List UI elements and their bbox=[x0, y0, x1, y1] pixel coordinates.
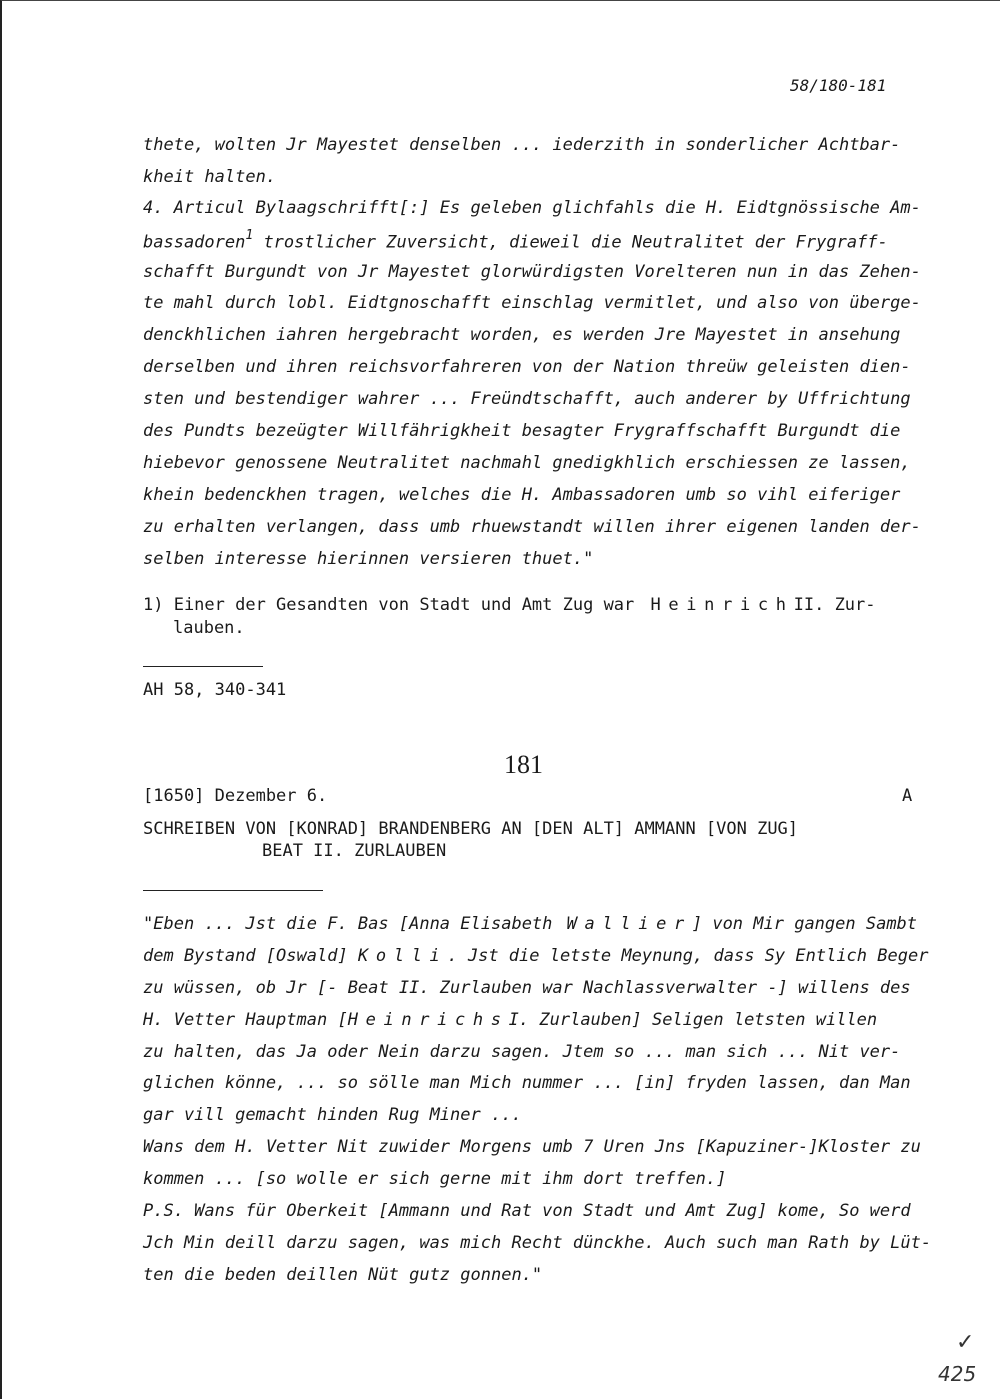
body-line: kheit halten. bbox=[143, 167, 277, 187]
body-line: denckhlichen iahren hergebracht worden, es werden Jre Mayestet in ansehung bbox=[143, 325, 901, 345]
footnote-name: Heinrich bbox=[650, 595, 794, 615]
body-line: hiebevor genossene Neutralitet nachmahl gnedigkhlich erschiessen ze lassen, bbox=[143, 453, 911, 473]
body-line: selben interesse hierinnen versieren thuet." bbox=[143, 549, 594, 569]
body-line: glichen könne, ... so sölle man Mich nummer ... [in] fryden lassen, dan Man bbox=[143, 1073, 911, 1093]
body-line: 4. Articul Bylaagschrifft[:] Es geleben glichfahls die H. Eidtgnössische Am- bbox=[143, 198, 921, 218]
body-line: sten und bestendiger wahrer ... Freündtschafft, auch anderer by Uffrichtung bbox=[143, 389, 911, 409]
body-line: zu wüssen, ob Jr [- Beat II. Zurlauben war Nachlassverwalter -] willens des bbox=[143, 978, 911, 998]
document-title: BEAT II. ZURLAUBEN bbox=[262, 841, 447, 861]
spaced-name: Heinrichs bbox=[347, 1010, 509, 1030]
body-text: I. Zurlauben] Seligen letsten willen bbox=[508, 1010, 878, 1030]
body-text: H. Vetter Hauptman [ bbox=[143, 1010, 348, 1030]
spaced-name: Kolli bbox=[357, 946, 448, 966]
document-marker: A bbox=[902, 786, 913, 806]
body-line: derselben und ihren reichsvorfahreren von der Nation threüw geleisten dien- bbox=[143, 357, 911, 377]
body-line: thete, wolten Jr Mayestet denselben ... iederzith in sonderlicher Achtbar- bbox=[143, 135, 901, 155]
folio-number: 425 bbox=[938, 1362, 977, 1386]
body-text: "Eben ... Jst die F. Bas [Anna Elisabeth bbox=[143, 914, 553, 934]
footnote-line: lauben. bbox=[173, 618, 245, 638]
body-line: gar vill gemacht hinden Rug Miner ... bbox=[143, 1105, 522, 1125]
body-text: dem Bystand [Oswald] bbox=[143, 946, 348, 966]
footnote-mark: 1 bbox=[245, 228, 254, 243]
body-line bbox=[143, 946, 928, 966]
body-line: te mahl durch lobl. Eidtgnoschafft einschlag vermitlet, und also von überge- bbox=[143, 293, 921, 313]
spaced-name: Wallier bbox=[566, 914, 692, 934]
footnote-text: 1) Einer der Gesandten von Stadt und Amt Zug war bbox=[143, 595, 635, 615]
body-text: trostlicher Zuversicht, dieweil die Neutralitet der Frygraff- bbox=[263, 232, 888, 253]
body-line: khein bedenckhen tragen, welches die H. Ambassadoren umb so vihl eiferiger bbox=[143, 485, 901, 505]
document-number: 181 bbox=[504, 750, 543, 779]
document-date: [1650] Dezember 6. bbox=[143, 786, 328, 806]
body-word: bassadoren bbox=[143, 232, 246, 253]
body-text: ] von Mir gangen Sambt bbox=[691, 914, 918, 934]
page-reference: 58/180-181 bbox=[790, 76, 887, 95]
body-line: ten die beden deillen Nüt gutz gonnen." bbox=[143, 1265, 543, 1285]
checkmark-icon: ✓ bbox=[956, 1330, 975, 1355]
body-line bbox=[143, 914, 917, 934]
body-line: des Pundts bezeügter Willfährigkheit besagter Frygraffschafft Burgundt die bbox=[143, 421, 901, 441]
body-text: . Jst die letste Meynung, dass Sy Entlich Beger bbox=[447, 946, 929, 966]
body-line: P.S. Wans für Oberkeit [Ammann und Rat von Stadt und Amt Zug] kome, So werd bbox=[143, 1201, 911, 1221]
body-line: zu erhalten verlangen, dass umb rhuewstandt willen ihrer eigenen landen der- bbox=[143, 517, 921, 537]
body-line: schafft Burgundt von Jr Mayestet glorwürdigsten Vorelteren nun in das Zehen- bbox=[143, 262, 921, 282]
body-line: kommen ... [so wolle er sich gerne mit ihm dort treffen.] bbox=[143, 1169, 727, 1189]
footnote-line bbox=[143, 595, 876, 615]
source-reference: AH 58, 340-341 bbox=[143, 680, 287, 700]
document-title: SCHREIBEN VON [KONRAD] BRANDENBERG AN [DEN ALT] AMMANN [VON ZUG] bbox=[143, 819, 799, 839]
body-line: zu halten, das Ja oder Nein darzu sagen. Jtem so ... man sich ... Nit ver- bbox=[143, 1042, 901, 1062]
body-line bbox=[143, 1010, 877, 1030]
separator-rule bbox=[143, 666, 263, 667]
body-line: Jch Min deill darzu sagen, was mich Recht dünckhe. Auch such man Rath by Lüt- bbox=[143, 1233, 932, 1253]
footnote-text: II. Zur- bbox=[793, 595, 876, 615]
body-line: Wans dem H. Vetter Nit zuwider Morgens umb 7 Uren Jns [Kapuziner-]Kloster zu bbox=[143, 1137, 921, 1157]
body-line bbox=[143, 230, 888, 253]
separator-rule bbox=[143, 890, 323, 891]
